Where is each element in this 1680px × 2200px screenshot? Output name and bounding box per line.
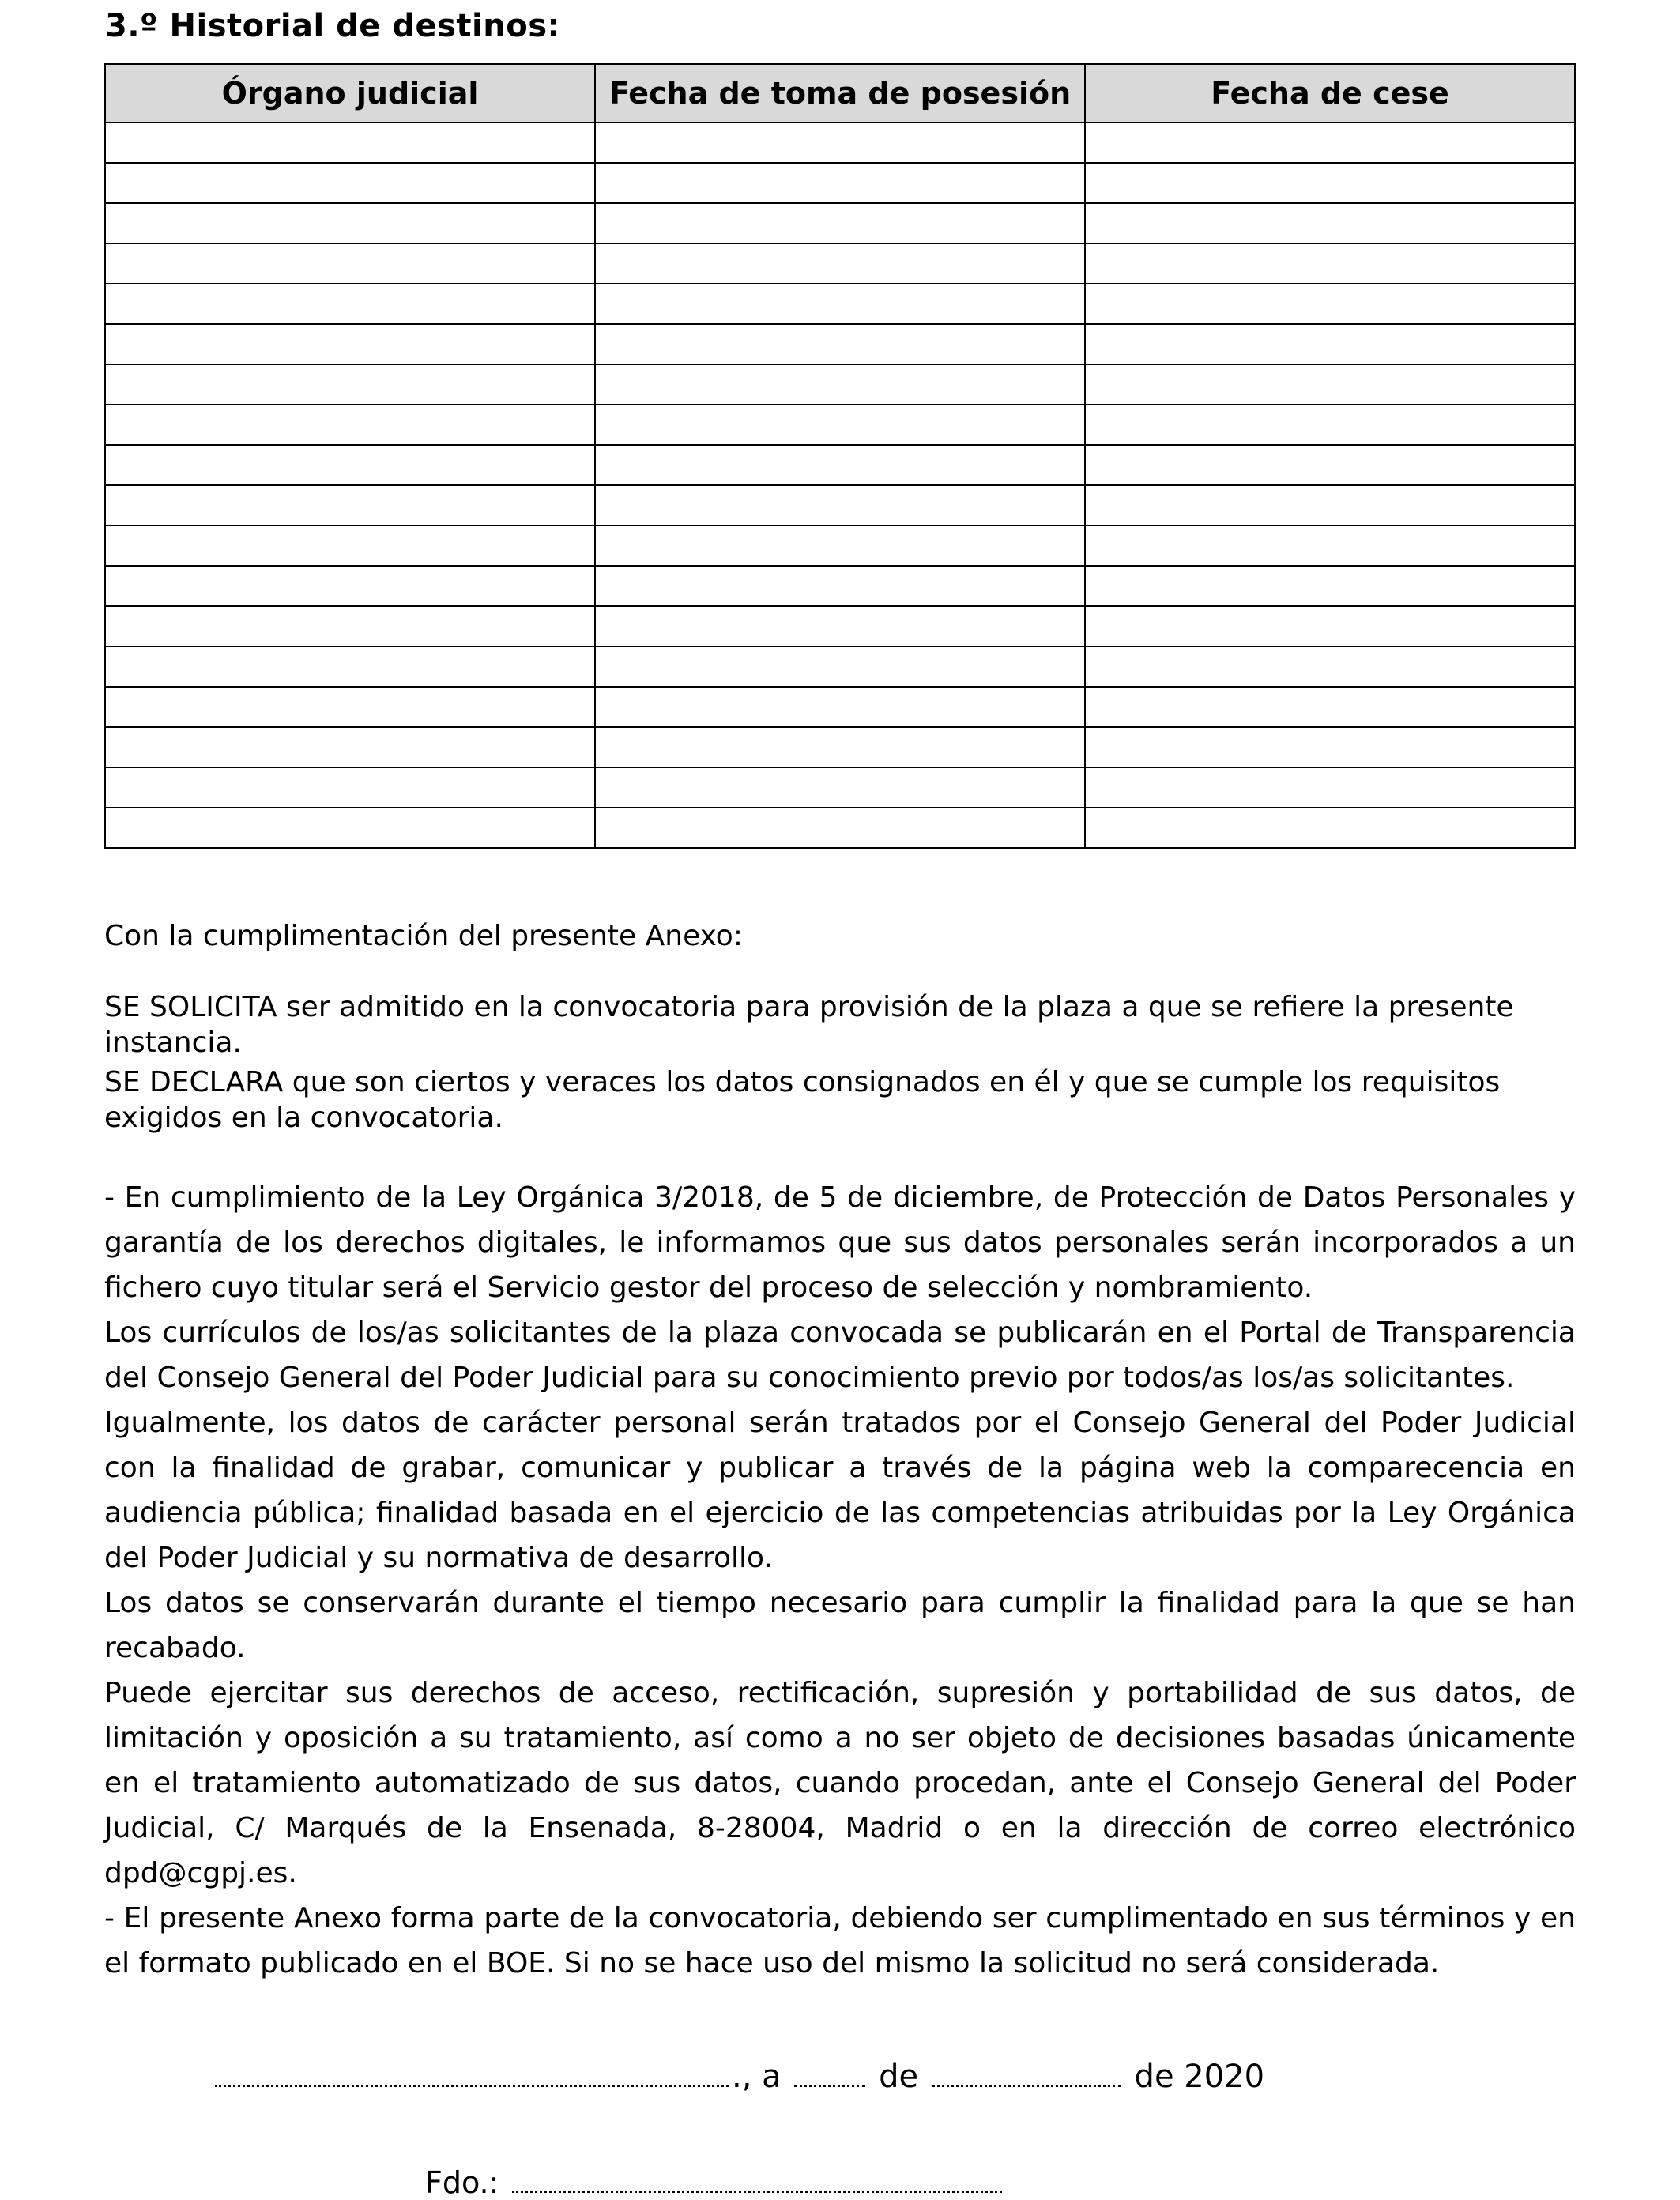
organo-cell[interactable] (105, 122, 595, 163)
place-date-line (212, 2059, 1264, 2095)
organo-cell[interactable] (105, 727, 595, 767)
organo-cell[interactable] (105, 687, 595, 727)
organo-cell[interactable] (105, 767, 595, 808)
table-row (105, 364, 1575, 405)
table-row (105, 646, 1575, 687)
header-fecha-toma-posesion: Fecha de toma de posesión (595, 64, 1085, 122)
organo-cell[interactable] (105, 606, 595, 646)
notice-paragraph: - En cumplimiento de la Ley Orgánica 3/2018, de 5 de diciembre, de Protección de Datos Personales y garantía de los derechos digitales, le informamos que sus datos personales serán incorporados a un fichero cuyo titular será el Servicio gestor del proceso de selección y nombramiento. (104, 1181, 1576, 1304)
fecha-cese-cell[interactable] (1085, 687, 1575, 727)
day-blank (794, 2084, 865, 2087)
place-punct: ., (732, 2059, 752, 2095)
fecha-cese-cell[interactable] (1085, 566, 1575, 606)
header-organo-judicial: Órgano judicial (105, 64, 595, 122)
organo-cell[interactable] (105, 808, 595, 848)
fecha-cese-cell[interactable] (1085, 767, 1575, 808)
fecha-toma-cell[interactable] (595, 243, 1085, 284)
solicita-text: SE SOLICITA ser admitido en la convocatoria para provisión de la plaza a que se refiere la presente instancia. (104, 991, 1514, 1059)
organo-cell[interactable] (105, 405, 595, 445)
table-body (105, 122, 1575, 848)
signature-line (425, 2165, 1005, 2200)
header-fecha-cese: Fecha de cese (1085, 64, 1575, 122)
table-row (105, 445, 1575, 485)
month-blank (932, 2084, 1121, 2087)
intro-text: Con la cumplimentación del presente Anexo: (104, 920, 743, 952)
fecha-cese-cell[interactable] (1085, 727, 1575, 767)
fecha-toma-cell[interactable] (595, 485, 1085, 526)
organo-cell[interactable] (105, 445, 595, 485)
fecha-toma-cell[interactable] (595, 445, 1085, 485)
fecha-toma-cell[interactable] (595, 324, 1085, 364)
table-row (105, 526, 1575, 566)
fecha-toma-cell[interactable] (595, 646, 1085, 687)
fecha-cese-cell[interactable] (1085, 445, 1575, 485)
section-title: 3.º Historial de destinos: (105, 8, 561, 44)
data-protection-notice (104, 1175, 1576, 1986)
notice-paragraph: Igualmente, los datos de carácter personal serán tratados por el Consejo General del Poder Judicial con la finalidad de grabar, comunicar y publicar a través de la página web la comparecencia en audiencia pública; finalidad basada en el ejercicio de las competencias atribuidas por la Ley Orgánica del Poder Judicial y su normativa de desarrollo. (104, 1407, 1576, 1574)
fecha-toma-cell[interactable] (595, 203, 1085, 243)
destinations-history-table (104, 63, 1576, 849)
fecha-toma-cell[interactable] (595, 727, 1085, 767)
organo-cell[interactable] (105, 485, 595, 526)
organo-cell[interactable] (105, 566, 595, 606)
table-row (105, 808, 1575, 848)
organo-cell[interactable] (105, 243, 595, 284)
fecha-toma-cell[interactable] (595, 687, 1085, 727)
table-row (105, 566, 1575, 606)
organo-cell[interactable] (105, 324, 595, 364)
fecha-cese-cell[interactable] (1085, 485, 1575, 526)
fecha-cese-cell[interactable] (1085, 646, 1575, 687)
organo-cell[interactable] (105, 526, 595, 566)
fecha-cese-cell[interactable] (1085, 526, 1575, 566)
organo-cell[interactable] (105, 646, 595, 687)
declara-text: SE DECLARA que son ciertos y veraces los datos consignados en él y que se cumple los requisitos exigidos en la convocatoria. (104, 1066, 1501, 1134)
table-row (105, 767, 1575, 808)
fecha-cese-cell[interactable] (1085, 606, 1575, 646)
fecha-toma-cell[interactable] (595, 405, 1085, 445)
fecha-cese-cell[interactable] (1085, 243, 1575, 284)
organo-cell[interactable] (105, 203, 595, 243)
fecha-toma-cell[interactable] (595, 808, 1085, 848)
fecha-cese-cell[interactable] (1085, 324, 1575, 364)
table-row (105, 122, 1575, 163)
table-row (105, 606, 1575, 646)
table-row (105, 727, 1575, 767)
organo-cell[interactable] (105, 284, 595, 324)
notice-paragraph: Puede ejercitar sus derechos de acceso, rectificación, supresión y portabilidad de sus datos, de limitación y oposición a su tratamiento, así como a no ser objeto de decisiones basadas únicamente en el tratamiento automatizado de sus datos, cuando procedan, ante el Consejo General del Poder Judicial, C/ Marqués de la Ensenada, 8-28004, Madrid o en la dirección de correo electrónico dpd@cgpj.es. (104, 1677, 1576, 1889)
fecha-toma-cell[interactable] (595, 364, 1085, 405)
table-row (105, 405, 1575, 445)
fecha-toma-cell[interactable] (595, 284, 1085, 324)
table-row (105, 203, 1575, 243)
fecha-toma-cell[interactable] (595, 526, 1085, 566)
fecha-cese-cell[interactable] (1085, 364, 1575, 405)
fecha-cese-cell[interactable] (1085, 405, 1575, 445)
fecha-toma-cell[interactable] (595, 163, 1085, 203)
table-row (105, 284, 1575, 324)
de-label: de (879, 2059, 919, 2095)
a-label: a (762, 2059, 782, 2095)
fecha-toma-cell[interactable] (595, 566, 1085, 606)
table-row (105, 687, 1575, 727)
notice-paragraph: Los datos se conservarán durante el tiempo necesario para cumplir la finalidad para la que se han recabado. (104, 1587, 1576, 1664)
notice-paragraph: - El presente Anexo forma parte de la convocatoria, debiendo ser cumplimentado en sus términos y en el formato publicado en el BOE. Si no se hace uso del mismo la solicitud no será considerada. (104, 1902, 1576, 1980)
fecha-toma-cell[interactable] (595, 606, 1085, 646)
fecha-cese-cell[interactable] (1085, 122, 1575, 163)
year-label: de 2020 (1134, 2059, 1265, 2095)
fecha-toma-cell[interactable] (595, 767, 1085, 808)
table-row (105, 163, 1575, 203)
table-row (105, 243, 1575, 284)
fdo-label: Fdo.: (425, 2165, 499, 2200)
notice-paragraph: Los currículos de los/as solicitantes de la plaza convocada se publicarán en el Portal de Transparencia del Consejo General del Poder Judicial para su conocimiento previo por todos/as los/as solicitantes. (104, 1317, 1576, 1394)
fecha-cese-cell[interactable] (1085, 163, 1575, 203)
fecha-toma-cell[interactable] (595, 122, 1085, 163)
table-row (105, 485, 1575, 526)
place-blank (215, 2084, 729, 2087)
organo-cell[interactable] (105, 364, 595, 405)
organo-cell[interactable] (105, 163, 595, 203)
table-header-row (105, 64, 1575, 122)
fecha-cese-cell[interactable] (1085, 203, 1575, 243)
fecha-cese-cell[interactable] (1085, 284, 1575, 324)
fecha-cese-cell[interactable] (1085, 808, 1575, 848)
signature-blank (512, 2190, 1002, 2193)
table-row (105, 324, 1575, 364)
